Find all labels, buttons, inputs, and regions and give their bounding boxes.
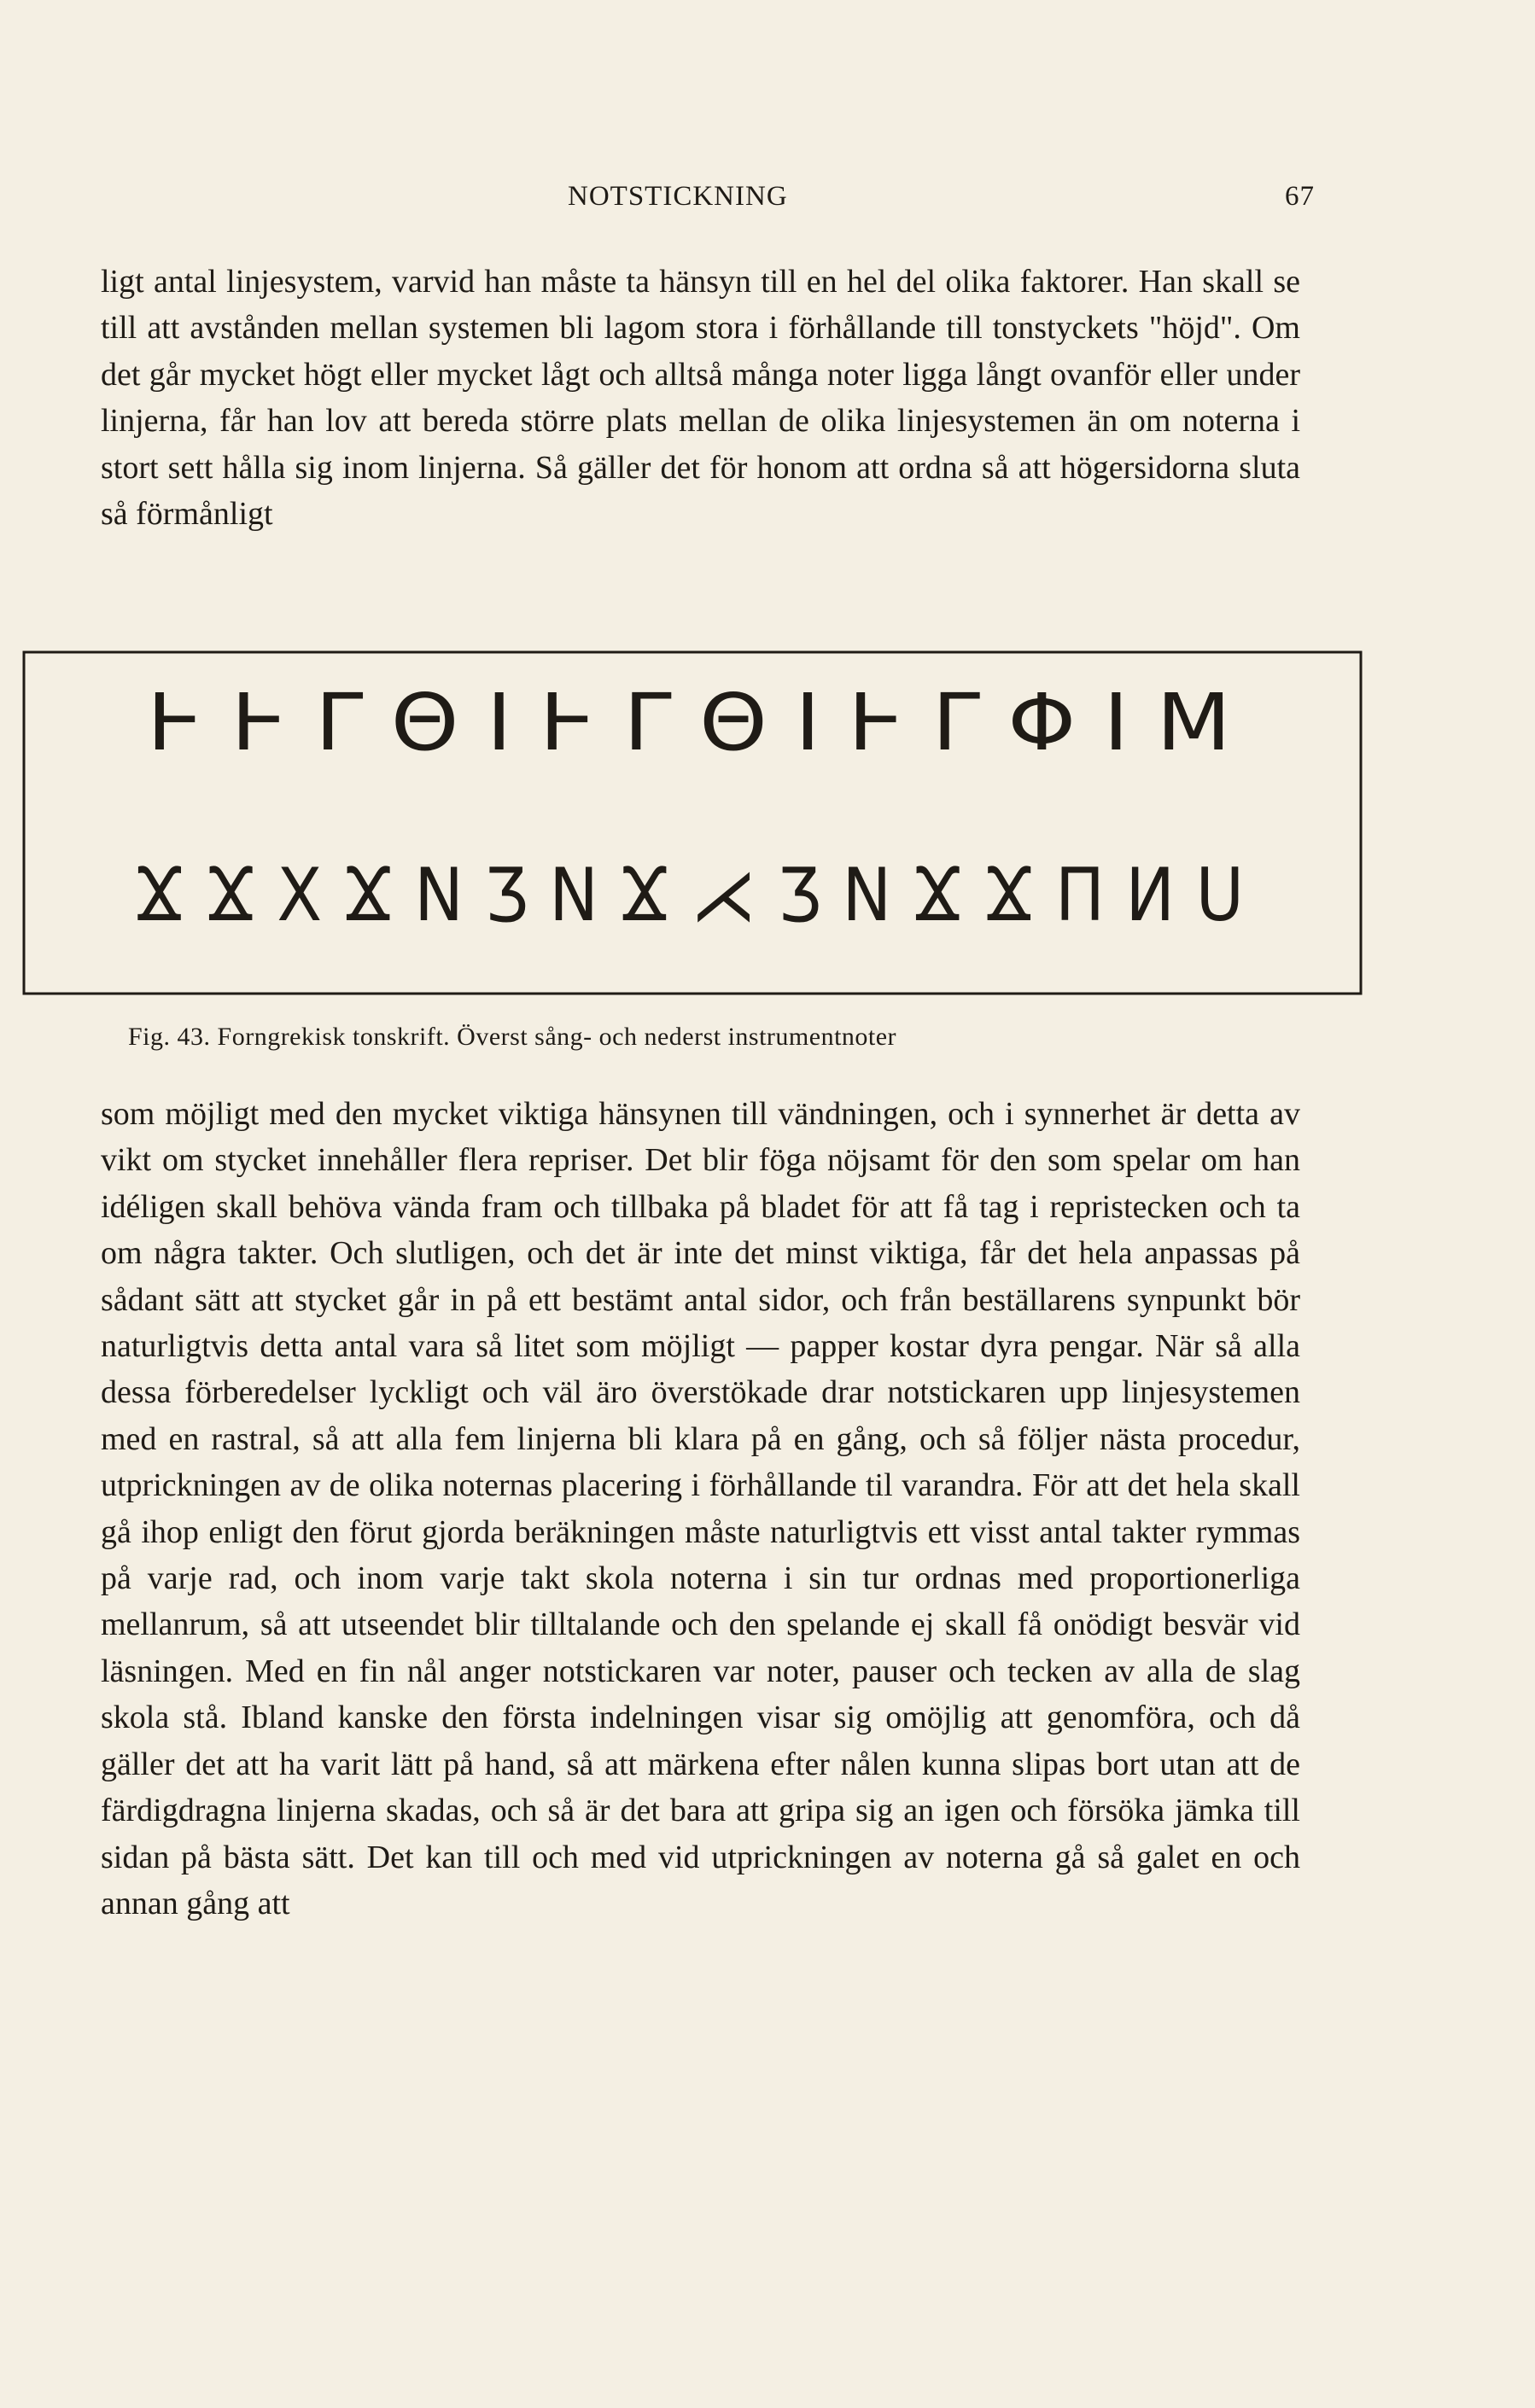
instrumental-notation-row: Ϫ Ϫ Χ Ϫ Ν Ʒ Ν Ϫ ⋌ Ʒ Ν Ϫ Ϫ Π Ͷ U <box>134 853 1244 938</box>
vocal-notation-row: Ͱ Ͱ Γ Θ Ι Ͱ Γ Θ Ι Ͱ Γ Φ Ι Μ <box>147 677 1231 768</box>
paragraph-bottom: som möjligt med den mycket viktiga hänsynen till vändningen, och i synnerhet är detta av vikt om stycket innehåller flera repriser. Det blir föga nöjsamt för den som spelar om han idéligen skall behöva vända fram och tillbaka på bladet för att få tag i repristecken och ta om några takter. Och slutligen, och det är inte det minst viktiga, får det hela anpassas på sådant sätt att stycket går in på ett bestämt antal sidor, och från beställarens synpunkt bör naturligtvis detta antal vara så litet som möjligt — papper kostar dyra pengar. När så alla dessa förberedelser lyckligt och väl äro överstökade drar notstickaren upp linjesystemen med en rastral, så att alla fem linjerna bli klara på en gång, och så följer nästa procedur, utprickningen av de olika noternas placering i förhållande til varandra. För att det hela skall gå ihop enligt den förut gjorda beräkningen måste naturligtvis ett visst antal takter rymmas på varje rad, och inom varje takt skola noterna i sin tur ordnas med proportionerliga mellanrum, så att utseendet blir tilltalande och den spelande ej skall få onödigt besvär vid läsningen. Med en fin nål anger notstickaren var noter, pauser och tecken av alla de slag skola stå. Ibland kanske den första indelningen visar sig omöjlig att genomföra, och då gäller det att ha varit lätt på hand, så att märkena efter nålen kunna slipas bort utan att de färdigdragna linjerna skadas, och så är det bara att gripa sig an igen och försöka jämka till sidan på bästa sätt. Det kan till och med vid utprickningen av noterna gå så galet en och annan gång att <box>101 1096 1300 1921</box>
figure-43 <box>19 647 1368 999</box>
paragraph-top: ligt antal linjesystem, varvid han måste ta hänsyn till en hel del olika faktorer. Han skall se till att avstånden mellan systemen bli lagom stora i förhållande till tonstyckets "höjd". Om det går mycket högt eller mycket lågt och alltså många noter ligga långt ovanför eller under linjerna, får han lov att bereda större plats mellan de olika linjesystemen än om noterna i stort sett hålla sig inom linjerna. Så gäller det för honom att ordna så att högersidorna sluta så förmånligt <box>101 264 1300 533</box>
page-number: 67 <box>1285 181 1315 212</box>
figure-caption: Fig. 43. Forngrekisk tonskrift. Överst sång- och nederst instrumentnoter <box>128 1023 897 1051</box>
figure-43-svg <box>19 647 1368 999</box>
chapter-title: NOTSTICKNING <box>568 181 788 212</box>
